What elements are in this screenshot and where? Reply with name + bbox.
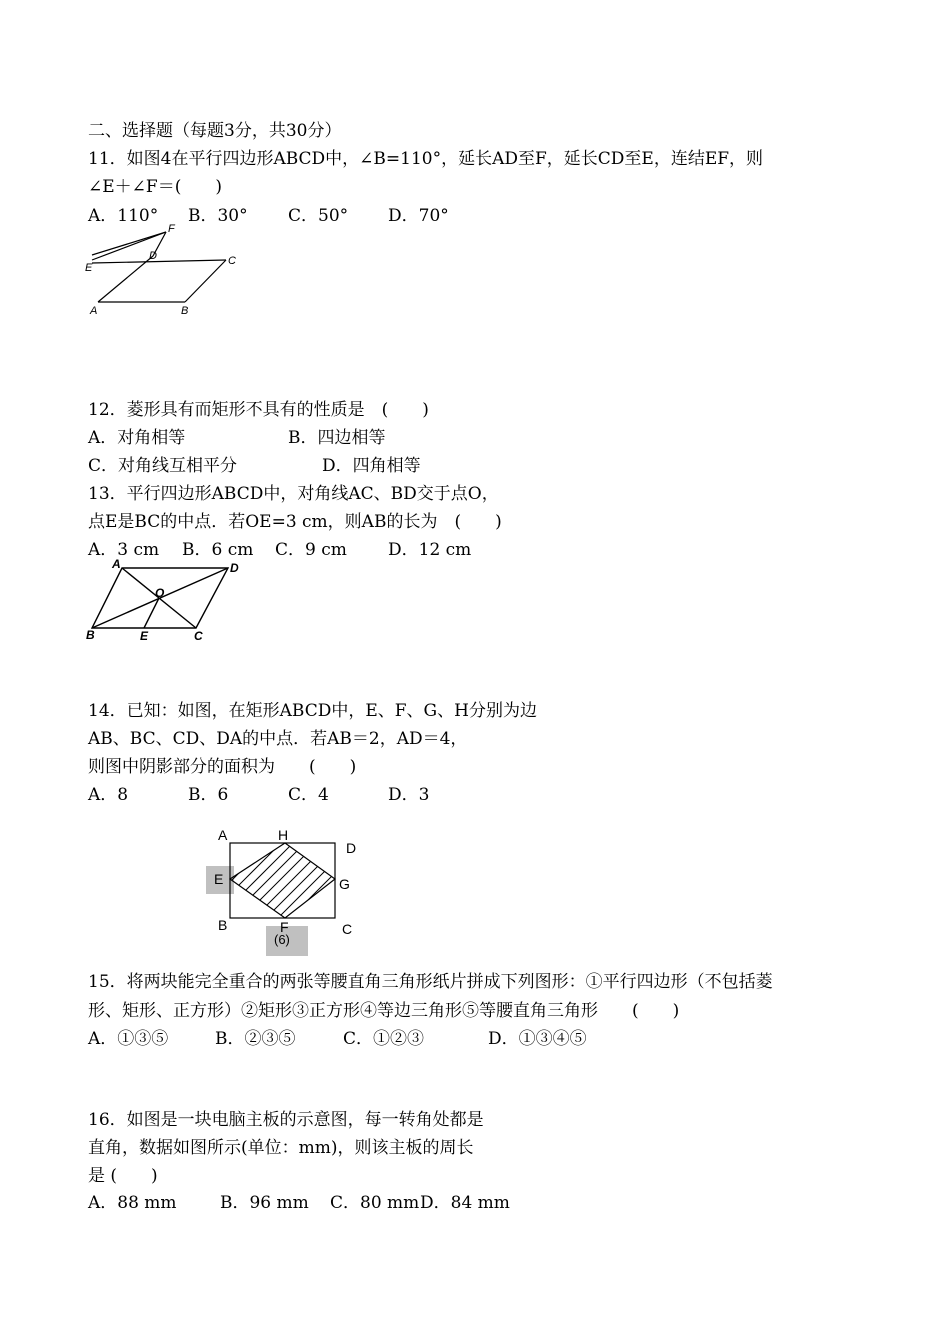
q16-stem-line3: 是 ( ) [88, 1166, 158, 1186]
q16-stem-line1: 16．如图是一块电脑主板的示意图，每一转角处都是 [88, 1110, 484, 1130]
q14-label-a: A [218, 827, 228, 843]
q14-label-b: B [218, 917, 228, 933]
q13-label-d: D [230, 561, 239, 575]
q11-stem-line2: ∠E＋∠F＝( ) [88, 177, 222, 197]
q11-line-cb [185, 260, 226, 302]
q13-figure-parallelogram [80, 556, 260, 646]
q14-outline-abcd [230, 843, 335, 918]
q13-label-o: O [155, 586, 165, 600]
q11-label-c: C [228, 255, 236, 267]
section-header: 二、选择题（每题3分，共30分） [88, 121, 342, 141]
q11-figure-parallelogram [80, 222, 260, 322]
q15-stem-line1: 15．将两块能完全重合的两张等腰直角三角形纸片拼成下列图形：①平行四边形（不包括菱 [88, 972, 773, 992]
q15-option-c: C．①②③ [343, 1029, 425, 1049]
q15-option-d: D．①③④⑤ [488, 1029, 587, 1049]
q12-option-b: B．四边相等 [288, 428, 386, 448]
q11-option-c: C．50° [288, 206, 349, 226]
q14-figure-caption: (6) [274, 932, 290, 947]
q16-option-d: D．84 mm [420, 1193, 510, 1213]
q11-option-b: B．30° [188, 206, 248, 226]
q11-label-d: D [149, 250, 157, 262]
q14-label-g: G [339, 876, 350, 892]
q14-shaded-rhombus [230, 843, 335, 918]
q15-stem-line2: 形、矩形、正方形）②矩形③正方形④等边三角形⑤等腰直角三角形 ( ) [88, 1001, 680, 1021]
q14-option-c: C．4 [288, 785, 329, 805]
q11-label-b: B [181, 305, 189, 317]
q11-label-f: F [168, 223, 175, 235]
q12-option-a: A．对角相等 [88, 428, 186, 448]
q13-label-e: E [140, 629, 149, 643]
q13-option-b: B．6 cm [182, 540, 254, 560]
q14-label-c: C [342, 921, 353, 937]
q14-option-b: B．6 [188, 785, 229, 805]
q13-label-c: C [194, 629, 203, 643]
q13-stem-line2: 点E是BC的中点．若OE=3 cm，则AB的长为 ( ) [88, 512, 502, 532]
q16-option-a: A．88 mm [88, 1193, 177, 1213]
q14-stem-line2: AB、BC、CD、DA的中点．若AB＝2，AD＝4， [88, 729, 468, 749]
q13-label-a: A [112, 557, 121, 571]
q16-stem-line2: 直角，数据如图所示(单位：mm)，则该主板的周长 [88, 1138, 474, 1158]
q14-label-f: F [280, 919, 289, 935]
q14-stem-line3: 则图中阴影部分的面积为 ( ) [88, 757, 357, 777]
q13-option-d: D．12 cm [388, 540, 472, 560]
q11-option-d: D．70° [388, 206, 449, 226]
q14-label-e: E [214, 871, 224, 887]
q13-option-c: C．9 cm [275, 540, 347, 560]
q12-option-c: C．对角线互相平分 [88, 456, 238, 476]
q14-stem-line1: 14．已知：如图，在矩形ABCD中，E、F、G、H分别为边 [88, 701, 537, 721]
q14-option-d: D．3 [388, 785, 430, 805]
q11-label-a: A [90, 305, 98, 317]
q11-label-e: E [85, 262, 93, 274]
q13-option-a: A．3 cm [88, 540, 160, 560]
q13-label-b: B [86, 628, 95, 642]
q11-line-ec [92, 260, 226, 263]
q16-option-c: C．80 mm [330, 1193, 420, 1213]
q14-label-h: H [278, 827, 289, 843]
q12-option-d: D．四角相等 [322, 456, 421, 476]
q15-option-b: B．②③⑤ [215, 1029, 296, 1049]
q14-option-a: A．8 [88, 785, 129, 805]
q11-stem-line1: 11．如图4在平行四边形ABCD中，∠B=110°，延长AD至F，延长CD至E，连结EF，则 [88, 149, 764, 169]
q14-label-d: D [346, 840, 357, 856]
q16-option-b: B．96 mm [220, 1193, 309, 1213]
q13-stem-line1: 13．平行四边形ABCD中，对角线AC、BD交于点O， [88, 484, 499, 504]
q15-option-a: A．①③⑤ [88, 1029, 169, 1049]
q12-stem: 12．菱形具有而矩形不具有的性质是 ( ) [88, 400, 429, 420]
q14-figure-rectangle [200, 822, 380, 962]
q11-option-a: A．110° [88, 206, 159, 226]
